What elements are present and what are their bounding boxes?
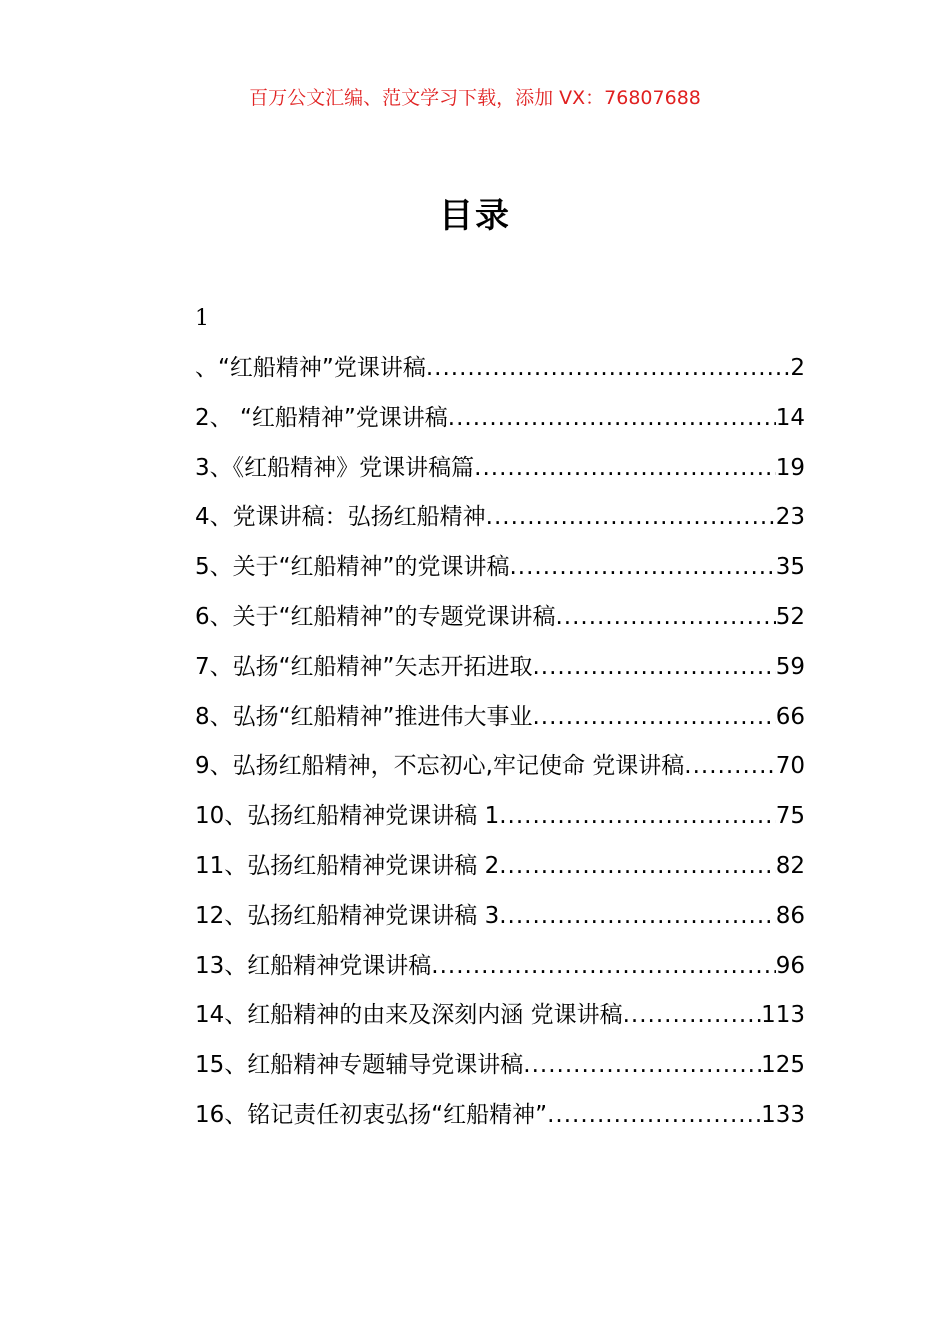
toc-entry-title: 、“红船精神”党课讲稿 <box>195 355 426 381</box>
toc-leader-dots <box>555 598 775 636</box>
toc-entry-page: 133 <box>761 1101 805 1128</box>
toc-entry[interactable] <box>195 349 805 399</box>
toc-entry-title: 7、弘扬“红船精神”矢志开拓进取 <box>195 653 533 680</box>
toc-entry-page: 96 <box>775 952 805 979</box>
toc-entry-page: 35 <box>775 554 805 581</box>
toc-entry-page: 23 <box>775 504 805 531</box>
toc-entry[interactable] <box>195 1096 805 1146</box>
toc-leader-dots <box>426 349 791 387</box>
page-title: 目录 <box>439 196 511 236</box>
toc-entry-page: 19 <box>775 454 805 481</box>
toc-entry[interactable] <box>195 399 805 449</box>
toc-entry-page: 82 <box>775 852 805 879</box>
toc-leader-dots <box>623 996 762 1034</box>
toc-leader-dots <box>532 648 775 686</box>
toc-leader-dots <box>448 399 776 437</box>
header-banner: 百万公文汇编、范文学习下载，添加 VX：76807688 <box>249 87 701 109</box>
toc-leader-dots <box>523 1046 761 1084</box>
toc-entry-page: 2 <box>790 355 805 381</box>
toc-entry-title: 4、党课讲稿：弘扬红船精神 <box>195 504 486 531</box>
toc-entry-title: 3、《红船精神》党课讲稿篇 <box>195 454 475 481</box>
toc-entry[interactable] <box>195 1046 805 1096</box>
toc-entry-page: 75 <box>775 803 805 830</box>
toc-entry-title: 10、弘扬红船精神党课讲稿 1 <box>195 803 500 830</box>
toc-entry-title: 12、弘扬红船精神党课讲稿 3 <box>195 902 500 929</box>
section-marker: 1 <box>195 306 209 331</box>
toc-leader-dots <box>499 847 776 885</box>
table-of-contents <box>195 349 805 1146</box>
toc-entry[interactable] <box>195 598 805 648</box>
toc-entry[interactable] <box>195 947 805 997</box>
toc-entry[interactable] <box>195 996 805 1046</box>
toc-entry[interactable] <box>195 698 805 748</box>
toc-leader-dots <box>431 947 775 985</box>
toc-entry-page: 113 <box>761 1002 805 1029</box>
toc-entry-title: 6、关于“红船精神”的专题党课讲稿 <box>195 603 556 630</box>
toc-entry[interactable] <box>195 498 805 548</box>
toc-entry[interactable] <box>195 449 805 499</box>
toc-entry[interactable] <box>195 897 805 947</box>
toc-entry-page: 59 <box>775 653 805 680</box>
toc-leader-dots <box>547 1096 761 1134</box>
toc-entry-title: 16、铭记责任初衷弘扬“红船精神” <box>195 1101 548 1128</box>
toc-entry-page: 52 <box>775 603 805 630</box>
toc-entry[interactable] <box>195 648 805 698</box>
toc-entry[interactable] <box>195 797 805 847</box>
toc-entry-title: 15、红船精神专题辅导党课讲稿 <box>195 1052 524 1079</box>
toc-entry-page: 86 <box>775 902 805 929</box>
toc-entry-title: 5、关于“红船精神”的党课讲稿 <box>195 554 510 581</box>
toc-entry[interactable] <box>195 747 805 797</box>
toc-entry-page: 66 <box>775 703 805 730</box>
toc-leader-dots <box>486 498 776 536</box>
toc-entry-title: 11、弘扬红船精神党课讲稿 2 <box>195 852 500 879</box>
toc-entry[interactable] <box>195 548 805 598</box>
toc-entry-title: 14、红船精神的由来及深刻内涵 党课讲稿 <box>195 1002 623 1029</box>
toc-leader-dots <box>474 449 776 487</box>
toc-entry-title: 8、弘扬“红船精神”推进伟大事业 <box>195 703 533 730</box>
toc-entry-page: 14 <box>775 404 805 431</box>
toc-entry-title: 2、 “红船精神”党课讲稿 <box>195 404 448 431</box>
toc-entry[interactable] <box>195 847 805 897</box>
toc-entry-title: 9、弘扬红船精神，不忘初心,牢记使命 党课讲稿 <box>195 753 685 780</box>
toc-leader-dots <box>684 747 775 785</box>
toc-entry-page: 70 <box>775 753 805 780</box>
toc-entry-page: 125 <box>761 1052 805 1079</box>
toc-leader-dots <box>532 698 775 736</box>
toc-leader-dots <box>499 897 776 935</box>
toc-entry-title: 13、红船精神党课讲稿 <box>195 952 432 979</box>
toc-leader-dots <box>509 548 775 586</box>
toc-leader-dots <box>499 797 776 835</box>
